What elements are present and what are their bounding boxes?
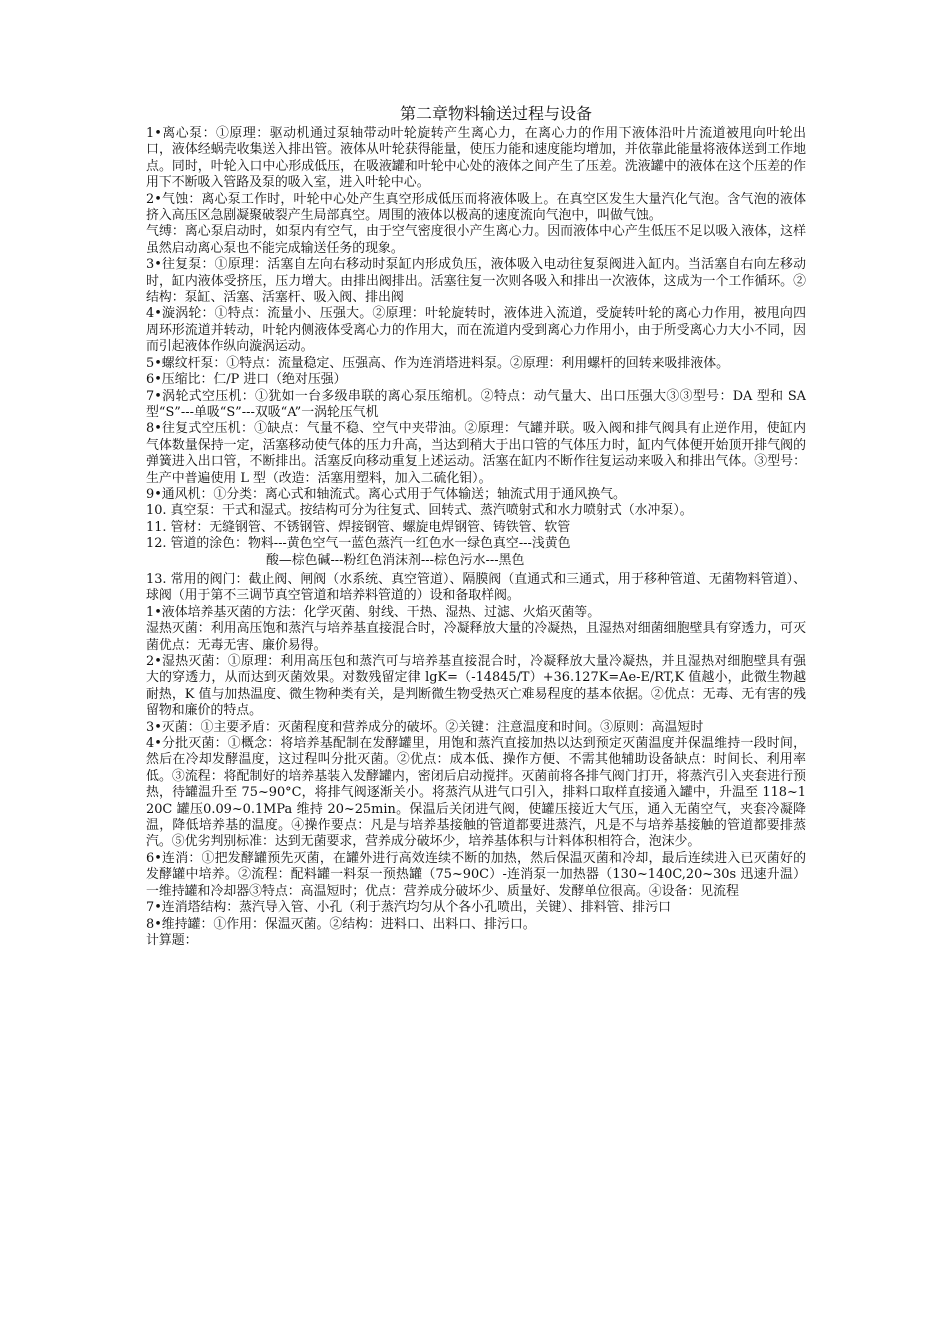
paragraph-continuous-tower: 7•连消塔结构：蒸汽导入管、小孔（利于蒸汽均匀从个各小孔喷出，关键）、排料管、排污口 <box>146 900 671 916</box>
paragraph-continuous-sterilization: 6•连消：①把发酵罐预先灭菌，在罐外进行高效连续不断的加热，然后保温灭菌和冷却，最后连续进入已灭菌好的发酵罐中培养。②流程：配料罐一料泵一预热罐（75~90C）-连消泵一加热器（130~140C,20~30s 迅速升温）一维持罐和冷却器③特点：高温短时；优点：营养成分破坏少、质量好、发酵单位很高。④设备：见流程 <box>146 850 806 899</box>
paragraph-fan: 9•通风机：①分类：离心式和轴流式。离心式用于气体输送；轴流式用于通风换气。 <box>146 486 626 502</box>
paragraph-air-binding: 气缚：离心泵启动时，如泵内有空气，由于空气密度很小产生离心力。因而液体中心产生低压不足以吸入液体，这样虽然启动离心泵也不能完成输送任务的现象。 <box>146 224 806 256</box>
paragraph-moist-heat: 湿热灭菌：利用高压饱和蒸汽与培养基直接混合时，冷凝释放大量的冷凝热，且湿热对细菌细胞壁具有穿透力，可灭菌优点：无毒无害、廉价易得。 <box>146 621 806 653</box>
paragraph-holding-tank: 8•维持罐：①作用：保温灭菌。②结构：进料口、出料口、排污口。 <box>146 916 536 932</box>
paragraph-turbo-compressor: 7•涡轮式空压机：①犹如一台多级串联的离心泵压缩机。②特点：动气量大、出口压强大③③型号：DA 型和 SA 型“S”---单吸“S”---双吸“A”一涡轮压气机 <box>146 388 806 420</box>
paragraph-reciprocating-pump: 3•往复泵：①原理：活塞自左向右移动时泵缸内形成负压，液体吸入电动往复泵阀进入缸内。当活塞自右向左移动时，缸内液体受挤压，压力增大。由排出阀排出。活塞往复一次则各吸入和排出一次液体，这成为一个工作循环。②结构：泵缸、活塞、活塞杆、吸入阀、排出阀 <box>146 257 806 306</box>
paragraph-pipe-materials: 11. 管材：无缝钢管、不锈钢管、焊接钢管、螺旋电焊钢管、铸铁管、软管 <box>146 519 571 535</box>
paragraph-pipe-colors-continued: 酸—棕色碱---粉红色消沫剂---棕色污水---黑色 <box>266 552 525 568</box>
paragraph-centrifugal-pump: 1•离心泵：①原理：驱动机通过泵轴带动叶轮旋转产生离心力，在离心力的作用下液体沿叶片流道被甩向叶轮出口，液体经蜗壳收集送入排出管。液体从叶轮获得能量，使压力能和速度能均增加，并依靠此能量将液体送到工作地点。同时，叶轮入口中心形成低压，在吸液罐和叶轮中心处的液体之间产生了压差。洗液罐中的液体在这个压差的作用下不断吸入管路及泵的吸入室，进入叶轮中心。 <box>146 126 806 191</box>
paragraph-sterilization-methods: 1•液体培养基灭菌的方法：化学灭菌、射线、干热、湿热、过滤、火焰灭菌等。 <box>146 604 601 620</box>
paragraph-cavitation: 2•气蚀：离心泵工作时，叶轮中心处产生真空形成低压而将液体吸上。在真空区发生大量汽化气泡。含气泡的液体挤入高压区急剧凝聚破裂产生局部真空。周围的液体以极高的速度流向气泡中，叫做气蚀。 <box>146 191 806 224</box>
document-page <box>146 104 806 949</box>
paragraph-reciprocating-compressor: 8•往复式空压机：①缺点：气量不稳、空气中夹带油。②原理：气罐并联。吸入阀和排气阀具有止逆作用，使缸内气体数量保持一定，活塞移动使气体的压力升高，当达到稍大于出口管的气体压力时，缸内气体便开始顶开排气阀的弹簧进入出口管，不断排出。活塞反向移动重复上述运动。活塞在缸内不断作往复运动来吸入和排出气体。③型号：生产中普遍使用 L 型（改造：活塞用塑料，加入二硫化钼）。 <box>146 421 806 486</box>
paragraph-sterilization-key: 3•灭菌：①主要矛盾：灭菌程度和营养成分的破坏。②关键：注意温度和时间。③原则：高温短时 <box>146 719 704 735</box>
paragraph-batch-sterilization: 4•分批灭菌：①概念：将培养基配制在发酵罐里，用饱和蒸汽直接加热以达到预定灭菌温度并保温维持一段时间，然后在冷却发酵温度，这过程叫分批灭菌。②优点：成本低、操作方便、不需其他辅助设备缺点：时间长、利用率低。③流程：将配制好的培养基装入发酵罐内，密闭后启动搅拌。灭菌前将各排气阀门打开，将蒸汽引入夹套进行预热，待罐温升至 75~90°C，将排气阀逐渐关小。将蒸汽从进气口引入，排料口取样直接通入罐中，升温至 118~120C 罐压0.09~0.1MPa 维持 20~25min。保温后关闭进气阀，使罐压接近大气压，通入无菌空气，夹套冷凝降温，降低培养基的温度。④操作要点：凡是与培养基接触的管道都要进蒸汽，凡是不与培养基接触的管道都要排蒸汽。⑤优劣判别标准：达到无菌要求，营养成分破坏少，培养基体积与计料体积相符合，泡沫少。 <box>146 736 806 850</box>
paragraph-pipe-colors: 12. 管道的涂色：物料---黄色空气一蓝色蒸汽一红色水一绿色真空---浅黄色 <box>146 536 571 552</box>
page-title: 第二章物料输送过程与设备 <box>399 104 592 123</box>
paragraph-compression-ratio: 6•压缩比：仁/P 进口（绝对压强） <box>146 372 347 388</box>
paragraph-vortex-pump: 4•漩涡轮：①特点：流量小、压强大。②原理：叶轮旋转时，液体进入流道，受旋转叶轮的离心力作用，被甩向四周环形流道并转动，叶轮内侧液体受离心力的作用大，而在流道内受到离心力作用小，由于所受离心力大小不同，因而引起液体作纵向漩涡运动。 <box>146 306 806 355</box>
document-body <box>146 126 806 949</box>
paragraph-vacuum-pump: 10. 真空泵：干式和湿式。按结构可分为往复式、回转式、蒸汽喷射式和水力喷射式（水冲泵）。 <box>146 503 693 519</box>
paragraph-moist-heat-sterilization: 2•湿热灭菌：①原理：利用高压包和蒸汽可与培养基直接混合时，冷凝释放大量冷凝热，并且湿热对细胞壁具有强大的穿透力，从而达到灭菌效果。对数残留定律 lgK=（-14845/T）+36.127K=Ae-E/RT,K 值越小，此微生物越耐热，K 值与加热温度、微生物种类有关，是判断微生物受热灭亡难易程度的基本依据。②优点：无毒、无有害的残留物和廉价的特点。 <box>146 654 806 719</box>
paragraph-screw-pump: 5•螺纹杆泵：①特点：流量稳定、压强高、作为连消塔进料泵。②原理：利用螺杆的回转来吸排液体。 <box>146 355 729 371</box>
paragraph-valves: 13. 常用的阀门：截止阀、闸阀（水系统、真空管道）、隔膜阀（直通式和三通式，用于移种管道、无菌物料管道）、球阀（用于第不三调节真空管道和培养料管道的）设和备取样阀。 <box>146 571 806 604</box>
paragraph-calculation: 计算题： <box>146 932 198 948</box>
